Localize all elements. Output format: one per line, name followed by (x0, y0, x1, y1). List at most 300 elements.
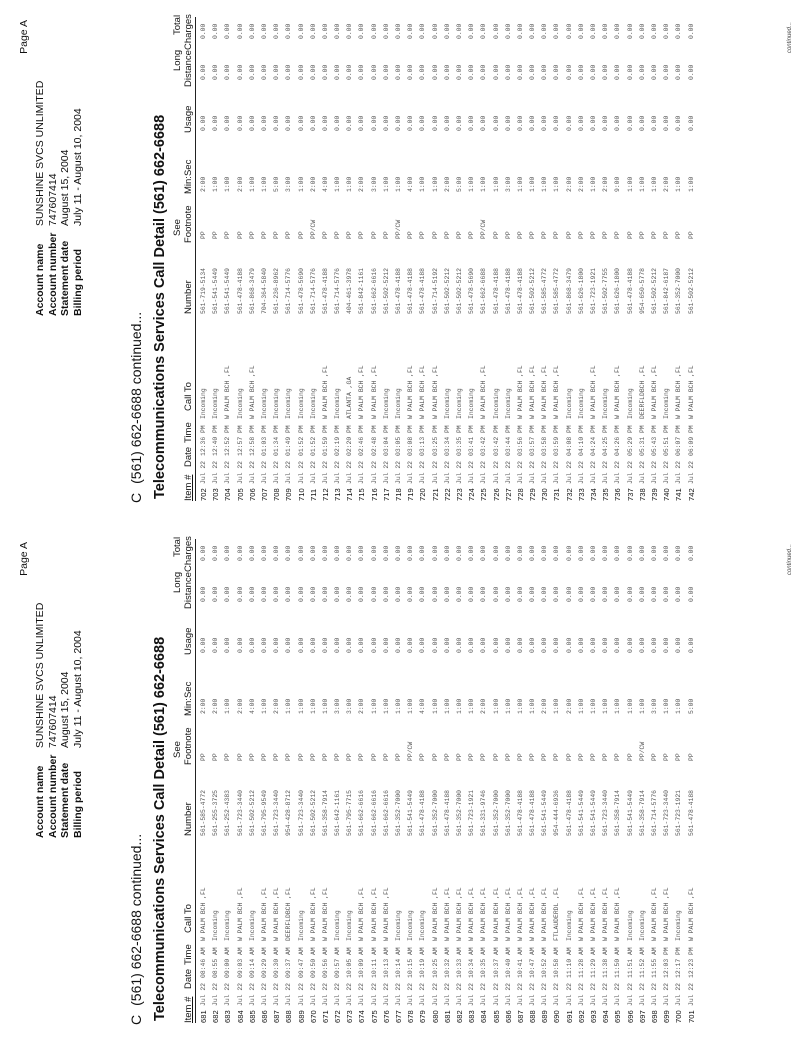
cell-call-to: W PALM BCH ,FL (650, 887, 658, 941)
cell-usage: 0.00 (626, 637, 634, 653)
cell-number: 561-358-7914 (614, 789, 622, 836)
cell-item: 699 (662, 1010, 672, 1023)
cell-date: Jul 22 (321, 982, 329, 1006)
cell-time: 09:00 AM (224, 947, 232, 978)
cell-usage: 0.00 (650, 115, 658, 131)
cell-usage: 0.00 (431, 115, 439, 131)
cell-usage: 0.00 (480, 637, 488, 653)
cell-time: 10:47 AM (529, 947, 537, 978)
cell-time: 09:03 AM (236, 947, 244, 978)
cell-date: Jul 22 (553, 460, 561, 484)
cell-footnote: PP (577, 753, 585, 761)
cell-time: 09:37 AM (285, 947, 293, 978)
table-row (394, 539, 406, 1023)
cell-date: Jul 22 (626, 982, 634, 1006)
cell-long-distance: 0.00 (541, 586, 549, 602)
cell-total-charges: 0.00 (650, 545, 658, 561)
cell-min-sec: 1:00 (590, 698, 597, 714)
cell-total-charges: 0.00 (614, 545, 622, 561)
cell-number: 561-478-4188 (236, 267, 244, 314)
cell-item: 731 (552, 488, 562, 501)
cell-call-to: W PALM BCH ,FL (273, 887, 281, 941)
cell-call-to: W PALM BCH ,FL (468, 887, 476, 941)
table-row (199, 17, 211, 501)
cell-date: Jul 22 (650, 460, 658, 484)
table-row (650, 17, 662, 501)
cell-min-sec: 1:00 (638, 698, 646, 714)
cell-footnote: PP (419, 753, 427, 761)
cell-time: 03:56 PM (516, 425, 524, 456)
cell-time: 06:07 PM (675, 425, 683, 456)
cell-long-distance: 0.00 (370, 586, 378, 602)
cell-number: 561-868-3479 (248, 267, 256, 314)
cell-long-distance: 0.00 (212, 586, 220, 602)
cell-time: 12:58 PM (248, 425, 256, 456)
cell-footnote: PP (419, 231, 427, 239)
cell-call-to: W PALM BCH ,FL (309, 887, 317, 941)
cell-usage: 0.00 (212, 637, 220, 653)
header-long: Long (172, 49, 183, 71)
table-row (236, 17, 248, 501)
cell-long-distance: 0.00 (504, 586, 512, 602)
cell-usage: 0.00 (663, 115, 671, 131)
cell-long-distance: 0.00 (260, 586, 268, 602)
cell-number: 561-541-5449 (626, 789, 634, 836)
cell-number: 561-626-1800 (577, 267, 585, 314)
table-row (601, 17, 613, 501)
cell-total-charges: 0.00 (687, 23, 695, 39)
cell-number: 561-541-5449 (590, 789, 597, 836)
cell-call-to: Incoming (492, 388, 500, 419)
cell-total-charges: 0.00 (236, 23, 244, 39)
cell-date: Jul 22 (358, 460, 366, 484)
cell-total-charges: 0.00 (200, 23, 207, 39)
table-row (613, 539, 625, 1023)
cell-long-distance: 0.00 (480, 586, 488, 602)
cell-footnote: PP (443, 753, 451, 761)
table-row (528, 539, 540, 1023)
cell-date: Jul 22 (431, 982, 439, 1006)
cell-long-distance: 0.00 (200, 586, 207, 602)
cell-call-to: W PALM BCH ,FL (590, 365, 597, 419)
cell-min-sec: 1:00 (395, 698, 402, 714)
cell-call-to: Incoming (504, 388, 512, 419)
cell-total-charges: 0.00 (260, 23, 268, 39)
cell-call-to: W PALM BCH ,FL (553, 365, 561, 419)
cell-time: 09:29 AM (260, 947, 268, 978)
cell-footnote: PP (590, 753, 597, 761)
table-row (662, 17, 674, 501)
cell-item: 734 (589, 488, 598, 501)
cell-time: 03:05 PM (395, 425, 402, 456)
cell-number: 561-842-1161 (358, 267, 366, 314)
cell-date: Jul 22 (297, 982, 305, 1006)
table-row (662, 539, 674, 1023)
cell-item: 672 (333, 1010, 343, 1023)
cell-date: Jul 22 (224, 460, 232, 484)
cell-footnote: PP (577, 231, 585, 239)
cell-long-distance: 0.00 (200, 64, 207, 80)
cell-item: 685 (491, 1010, 501, 1023)
cell-usage: 0.00 (334, 115, 342, 131)
section-title: Telecommunications Services Call Detail (561) 662-6688 (152, 636, 168, 1021)
table-row (309, 17, 321, 501)
cell-number: 404-461-3978 (346, 267, 354, 314)
cell-long-distance: 0.00 (407, 586, 415, 602)
cell-number: 561-352-7000 (455, 789, 463, 836)
cell-call-to: W PALM BCH ,FL (224, 365, 232, 419)
cell-usage: 0.00 (650, 637, 658, 653)
cell-date: Jul 22 (370, 982, 378, 1006)
cell-min-sec: 2:00 (200, 698, 207, 714)
cell-total-charges: 0.00 (309, 545, 317, 561)
cell-time: 05:29 PM (626, 425, 634, 456)
cell-item: 677 (394, 1010, 403, 1023)
cell-usage: 0.00 (529, 637, 537, 653)
cell-total-charges: 0.00 (334, 23, 342, 39)
cell-footnote: PP (529, 231, 537, 239)
header-item: Item # (183, 996, 194, 1023)
cell-item: 694 (601, 1010, 611, 1023)
cell-time: 05:43 PM (650, 425, 658, 456)
cell-time: 04:08 PM (565, 425, 573, 456)
cell-date: Jul 22 (614, 982, 622, 1006)
cell-footnote: PP (638, 231, 646, 239)
cell-long-distance: 0.00 (650, 64, 658, 80)
cell-call-to: Incoming (395, 910, 402, 941)
cell-long-distance: 0.00 (407, 64, 415, 80)
cell-footnote: PP/CW (407, 741, 415, 761)
cell-total-charges: 0.00 (395, 545, 402, 561)
cell-call-to: Incoming (565, 388, 573, 419)
cell-time: 04:24 PM (590, 425, 597, 456)
cell-total-charges: 0.00 (395, 23, 402, 39)
cell-footnote: PP (492, 753, 500, 761)
cell-footnote: PP (431, 231, 439, 239)
table-row (418, 17, 430, 501)
cell-usage: 0.00 (480, 115, 488, 131)
cell-long-distance: 0.00 (419, 586, 427, 602)
header-usage: Usage (183, 627, 194, 655)
cell-long-distance: 0.00 (382, 64, 390, 80)
cell-date: Jul 22 (273, 460, 281, 484)
cell-date: Jul 22 (638, 982, 646, 1006)
cell-footnote: PP (602, 231, 610, 239)
cell-long-distance: 0.00 (346, 64, 354, 80)
cell-item: 692 (576, 1010, 586, 1023)
cell-long-distance: 0.00 (529, 64, 537, 80)
cell-usage: 0.00 (516, 637, 524, 653)
cell-number: 561-502-5212 (443, 267, 451, 314)
cell-number: 561-478-5690 (468, 267, 476, 314)
cell-call-to: W PALM BCH ,FL (480, 887, 488, 941)
cell-usage: 0.00 (382, 637, 390, 653)
cell-total-charges: 0.00 (529, 23, 537, 39)
table-row (601, 539, 613, 1023)
table-row (211, 539, 223, 1023)
cell-usage: 0.00 (431, 637, 439, 653)
cell-number: 561-478-4188 (321, 267, 329, 314)
table-row (589, 539, 601, 1023)
table-row (479, 17, 491, 501)
table-row (577, 539, 589, 1023)
cell-total-charges: 0.00 (553, 23, 561, 39)
cell-item: 736 (613, 488, 623, 501)
cell-call-to: W PALM BCH ,FL (248, 365, 256, 419)
cell-date: Jul 22 (334, 982, 342, 1006)
cell-number: 561-541-5449 (212, 267, 220, 314)
cell-time: 01:49 PM (285, 425, 293, 456)
cell-call-to: Incoming (285, 388, 293, 419)
cell-min-sec: 1:00 (297, 698, 305, 714)
cell-min-sec: 1:00 (468, 698, 476, 714)
cell-usage: 0.00 (285, 637, 293, 653)
cell-call-to: Incoming (395, 388, 402, 419)
cell-item: 702 (199, 488, 208, 501)
cell-footnote: PP (321, 231, 329, 239)
cell-usage: 0.00 (285, 115, 293, 131)
cell-date: Jul 22 (297, 460, 305, 484)
cell-item: 720 (418, 488, 428, 501)
cell-item: 715 (357, 488, 367, 501)
cell-time: 10:25 AM (431, 947, 439, 978)
cell-item: 674 (357, 1010, 367, 1023)
cell-time: 12:17 PM (675, 947, 683, 978)
cell-number: 561-662-6616 (382, 789, 390, 836)
cell-min-sec: 3:00 (285, 176, 293, 192)
cell-long-distance: 0.00 (224, 64, 232, 80)
cell-date: Jul 22 (285, 982, 293, 1006)
cell-item: 701 (686, 1010, 696, 1023)
cell-item: 690 (552, 1010, 562, 1023)
cell-call-to: W PALM BCH ,FL (529, 365, 537, 419)
cell-min-sec: 1:00 (577, 698, 585, 714)
cell-long-distance: 0.00 (565, 64, 573, 80)
cell-footnote: PP (200, 753, 207, 761)
cell-time: 11:28 AM (577, 947, 585, 978)
header-total: Total (172, 536, 183, 557)
cell-long-distance: 0.00 (614, 586, 622, 602)
cell-long-distance: 0.00 (321, 586, 329, 602)
cell-call-to: Incoming (309, 388, 317, 419)
cell-long-distance: 0.00 (590, 64, 597, 80)
cell-date: Jul 22 (529, 982, 537, 1006)
cell-long-distance: 0.00 (455, 586, 463, 602)
cell-call-to: W PALM BCH ,FL (407, 365, 415, 419)
cell-usage: 0.00 (236, 637, 244, 653)
cell-number: 561-478-5690 (297, 267, 305, 314)
cell-call-to: W PALM BCH ,FL (602, 887, 610, 941)
cell-number: 561-478-4188 (516, 789, 524, 836)
cell-call-to: W PALM BCH ,FL (516, 887, 524, 941)
cell-date: Jul 22 (407, 460, 415, 484)
cell-total-charges: 0.00 (675, 23, 683, 39)
header-date: Date (183, 968, 194, 989)
cell-date: Jul 22 (443, 460, 451, 484)
table-row (467, 539, 479, 1023)
cell-footnote: PP (480, 753, 488, 761)
cell-date: Jul 22 (382, 460, 390, 484)
cell-usage: 0.00 (553, 637, 561, 653)
cell-item: 711 (308, 488, 318, 501)
cell-call-to: W PALM BCH ,FL (687, 887, 695, 941)
cell-min-sec: 1:00 (480, 176, 488, 192)
cell-number: 954-428-8712 (285, 789, 293, 836)
cell-footnote: PP (614, 231, 622, 239)
table-row (638, 539, 650, 1023)
cell-call-to: W PALM BCH ,FL (382, 887, 390, 941)
cell-usage: 0.00 (565, 637, 573, 653)
cell-date: Jul 22 (309, 982, 317, 1006)
cell-footnote: PP (431, 753, 439, 761)
table-row (236, 539, 248, 1023)
phone-header-text: (561) 662-6688 continued... (128, 311, 144, 484)
cell-long-distance: 0.00 (443, 64, 451, 80)
column-headers (171, 14, 196, 501)
cell-min-sec: 1:00 (687, 176, 695, 192)
cell-item: 738 (637, 488, 647, 501)
cell-date: Jul 22 (358, 982, 366, 1006)
cell-call-to: Incoming (224, 910, 232, 941)
cell-date: Jul 22 (419, 460, 427, 484)
cell-min-sec: 1:00 (309, 698, 317, 714)
cell-date: Jul 22 (626, 460, 634, 484)
cell-long-distance: 0.00 (236, 64, 244, 80)
cell-long-distance: 0.00 (577, 586, 585, 602)
cell-min-sec: 1:00 (346, 176, 354, 192)
cell-footnote: PP (236, 231, 244, 239)
cell-long-distance: 0.00 (431, 586, 439, 602)
cell-item: 728 (515, 488, 525, 501)
cell-time: 10:14 AM (395, 947, 402, 978)
cell-item: 741 (674, 488, 684, 501)
cell-time: 03:41 PM (468, 425, 476, 456)
table-row (552, 539, 564, 1023)
cell-date: Jul 22 (638, 460, 646, 484)
cell-long-distance: 0.00 (553, 586, 561, 602)
cell-call-to: Incoming (346, 910, 354, 941)
cell-date: Jul 22 (224, 982, 232, 1006)
cell-date: Jul 22 (480, 460, 488, 484)
cell-min-sec: 1:00 (675, 698, 683, 714)
cell-time: 09:30 AM (273, 947, 281, 978)
cell-usage: 0.00 (334, 637, 342, 653)
cell-min-sec: 1:00 (297, 176, 305, 192)
cell-total-charges: 0.00 (382, 545, 390, 561)
header-charges: Charges (183, 536, 194, 572)
cell-time: 10:32 AM (443, 947, 451, 978)
cell-usage: 0.00 (309, 115, 317, 131)
cell-total-charges: 0.00 (480, 23, 488, 39)
cell-number: 561-352-7000 (492, 789, 500, 836)
cell-call-to: W PALM BCH ,FL (663, 887, 671, 941)
cell-total-charges: 0.00 (468, 545, 476, 561)
cell-long-distance: 0.00 (248, 586, 256, 602)
cell-footnote: PP/CW (638, 741, 646, 761)
cell-date: Jul 22 (675, 982, 683, 1006)
table-row (626, 17, 638, 501)
account-name: SUNSHINE SVCS UNLIMITED (34, 80, 46, 226)
cell-number: 561-252-4383 (224, 789, 232, 836)
cell-usage: 0.00 (382, 115, 390, 131)
header-distance: Distance (183, 572, 194, 609)
cell-total-charges: 0.00 (565, 545, 573, 561)
cell-number: 561-662-6616 (370, 267, 378, 314)
cell-time: 06:09 PM (687, 425, 695, 456)
cell-time: 12:03 PM (663, 947, 671, 978)
cell-call-to: W PALM BCH ,FL (650, 365, 658, 419)
cell-number: 561-502-5212 (650, 267, 658, 314)
table-row (589, 17, 601, 501)
table-row (297, 17, 309, 501)
cell-min-sec: 2:00 (577, 176, 585, 192)
cell-long-distance: 0.00 (516, 586, 524, 602)
cell-call-to: ATLANTA ,GA (346, 376, 354, 419)
cell-number: 561-358-7914 (638, 789, 646, 836)
cell-item: 704 (223, 488, 233, 501)
cell-long-distance: 0.00 (602, 586, 610, 602)
cell-date: Jul 22 (455, 982, 463, 1006)
cell-item: 679 (418, 1010, 428, 1023)
cell-usage: 0.00 (590, 115, 597, 131)
cell-number: 561-358-7914 (321, 789, 329, 836)
cell-time: 10:52 AM (541, 947, 549, 978)
cell-long-distance: 0.00 (663, 586, 671, 602)
cell-min-sec: 2:00 (236, 176, 244, 192)
cell-min-sec: 1:00 (553, 176, 561, 192)
header-total: Total (172, 14, 183, 35)
cell-total-charges: 0.00 (626, 23, 634, 39)
cell-total-charges: 0.00 (577, 545, 585, 561)
cell-total-charges: 0.00 (212, 23, 220, 39)
cell-time: 10:11 AM (370, 947, 378, 978)
cell-footnote: PP (395, 753, 402, 761)
cell-total-charges: 0.00 (602, 23, 610, 39)
cell-call-to: W PALM BCH ,FL (492, 887, 500, 941)
cell-min-sec: 3:00 (346, 698, 354, 714)
cell-min-sec: 1:00 (260, 176, 268, 192)
cell-number: 561-352-7000 (395, 789, 402, 836)
table-row (516, 17, 528, 501)
cell-call-to: W PALM BCH ,FL (687, 365, 695, 419)
cell-min-sec: 1:00 (382, 698, 390, 714)
cell-item: 712 (320, 488, 330, 501)
billing-period-label: Billing period (71, 770, 84, 838)
cell-footnote: PP (236, 753, 244, 761)
cell-total-charges: 0.00 (260, 545, 268, 561)
cell-date: Jul 22 (675, 460, 683, 484)
cell-item: 698 (649, 1010, 659, 1023)
cell-call-to: DEERFLDBCH ,FL (285, 887, 293, 941)
cell-number: 561-502-5212 (382, 267, 390, 314)
cell-number: 561-502-5212 (455, 267, 463, 314)
cell-footnote: PP (675, 753, 683, 761)
cell-time: 10:58 AM (553, 947, 561, 978)
table-row (540, 17, 552, 501)
cell-date: Jul 22 (200, 982, 207, 1006)
cell-item: 708 (272, 488, 282, 501)
cell-number: 561-478-4188 (626, 267, 634, 314)
cell-item: 684 (479, 1010, 489, 1023)
cell-item: 680 (430, 1010, 440, 1023)
cell-long-distance: 0.00 (480, 64, 488, 80)
call-detail-table (199, 539, 699, 1023)
cell-footnote: PP (212, 753, 220, 761)
cell-call-to: W PALM BCH ,FL (614, 365, 622, 419)
cell-number: 561-478-4188 (687, 789, 695, 836)
cell-total-charges: 0.00 (565, 23, 573, 39)
cell-number: 954-444-6936 (553, 789, 561, 836)
